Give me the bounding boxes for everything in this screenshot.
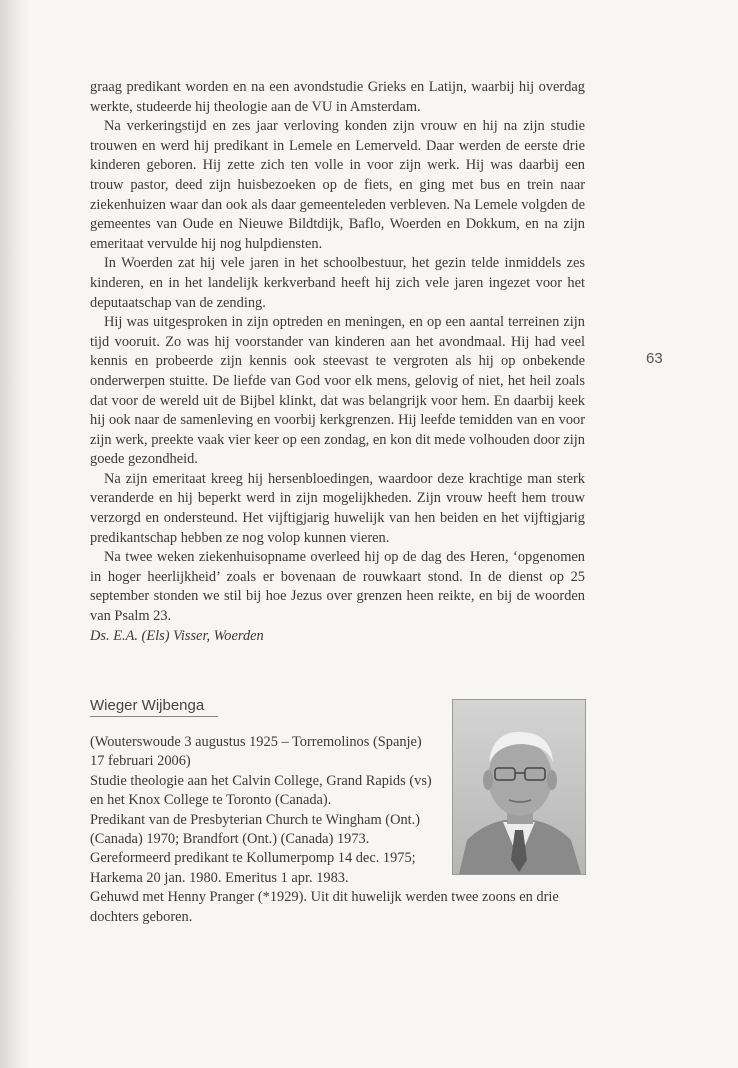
obituary-text: [90, 78, 585, 646]
page-number: 63: [646, 350, 663, 367]
obituary-paragraph: In Woerden zat hij vele jaren in het schoolbestuur, het gezin telde inmiddels zes kinderen, en in het landelijk kerkverband heeft hij zich vele jaren ingezet voor het deputaatschap van de zending.: [90, 255, 585, 311]
obituary-paragraph: Na zijn emeritaat kreeg hij hersenbloedingen, waardoor deze krachtige man sterk veranderde en hij beperkt werd in zijn mogelijkheden. Zijn vrouw heeft hem trouw verzorgd en ondersteund. Het vijftigjarig huwelijk van hen beiden en het vijftigjarig predikantschap hebben ze nog volop kunnen vieren.: [90, 470, 585, 546]
obituary-signature: Ds. E.A. (Els) Visser, Woerden: [90, 627, 264, 644]
bio-line: (Wouterswoude 3 augustus 1925 – Torremolinos (Spanje) 17 februari 2006): [90, 734, 422, 770]
bio-line: Gehuwd met Henny Pranger (*1929). Uit dit huwelijk werden twee zoons en drie dochters geboren.: [90, 889, 559, 925]
entry-biography: [90, 733, 585, 927]
page-binding-shadow: [0, 0, 30, 1068]
bio-line: Studie theologie aan het Calvin College, Grand Rapids (vs) en het Knox College te Toronto (Canada).: [90, 772, 432, 809]
obituary-paragraph: Hij was uitgesproken in zijn optreden en meningen, en op een aantal terreinen zijn tijd vooruit. Zo was hij voorstander van kinderen aan het avondmaal. Hij had veel kennis en probeerde zijn kennis ook steevast te vergroten als hij op onbekende onderwerpen stuitte. De liefde van God voor elk mens, gelovig of niet, het heil zoals dat voor de wereld uit de Bijbel klinkt, dat was belangrijk voor hem. En daarbij keek hij ook naar de samenleving en voorbij kerkgrenzen. Hij leefde temidden van en voor zijn werk, preekte vaak vier keer op een zondag, en kon dit mede volhouden door zijn goede gezondheid.: [90, 314, 585, 468]
obituary-paragraph: Na verkeringstijd en zes jaar verloving konden zijn vrouw en hij na zijn studie trouwen en werd hij predikant in Lemele en Lemerveld. Daar werden de eerste drie kinderen geboren. Hij zette zich ten volle in voor zijn werk. Hij was daarbij een trouw pastor, deed zijn huisbezoeken op de fiets, en ging met bus en trein naar ziekenhuizen waar dan ook als daar gemeenteleden verbleven. Na Lemele volgden de gemeentes van Oude en Nieuwe Bildtdijk, Baflo, Woerden en Dokkum, en na zijn emeritaat vervulde hij nog hulpdiensten.: [90, 118, 585, 252]
obituary-paragraph: Na twee weken ziekenhuisopname overleed hij op de dag des Heren, ‘opgenomen in hoger heerlijkheid’ zoals er bovenaan de rouwkaart stond. In de dienst op 25 september stonden we stil bij hoe Jezus over grenzen heen reikte, en bij de woorden van Psalm 23.: [90, 549, 585, 625]
bio-line: Predikant van de Presbyterian Church te Wingham (Ont.) (Canada) 1970; Brandfort (Ont.) (Canada) 1973. Gereformeerd predikant te Kollumerpomp 14 dec. 1975; Harkema 20 jan. 1980. Emeritus 1 apr. 1983.: [90, 811, 421, 886]
obituary-paragraph: graag predikant worden en na een avondstudie Grieks en Latijn, waarbij hij overdag werkte, studeerde hij theologie aan de VU in Amsterdam.: [90, 79, 585, 115]
entry-heading: Wieger Wijbenga: [90, 697, 218, 717]
